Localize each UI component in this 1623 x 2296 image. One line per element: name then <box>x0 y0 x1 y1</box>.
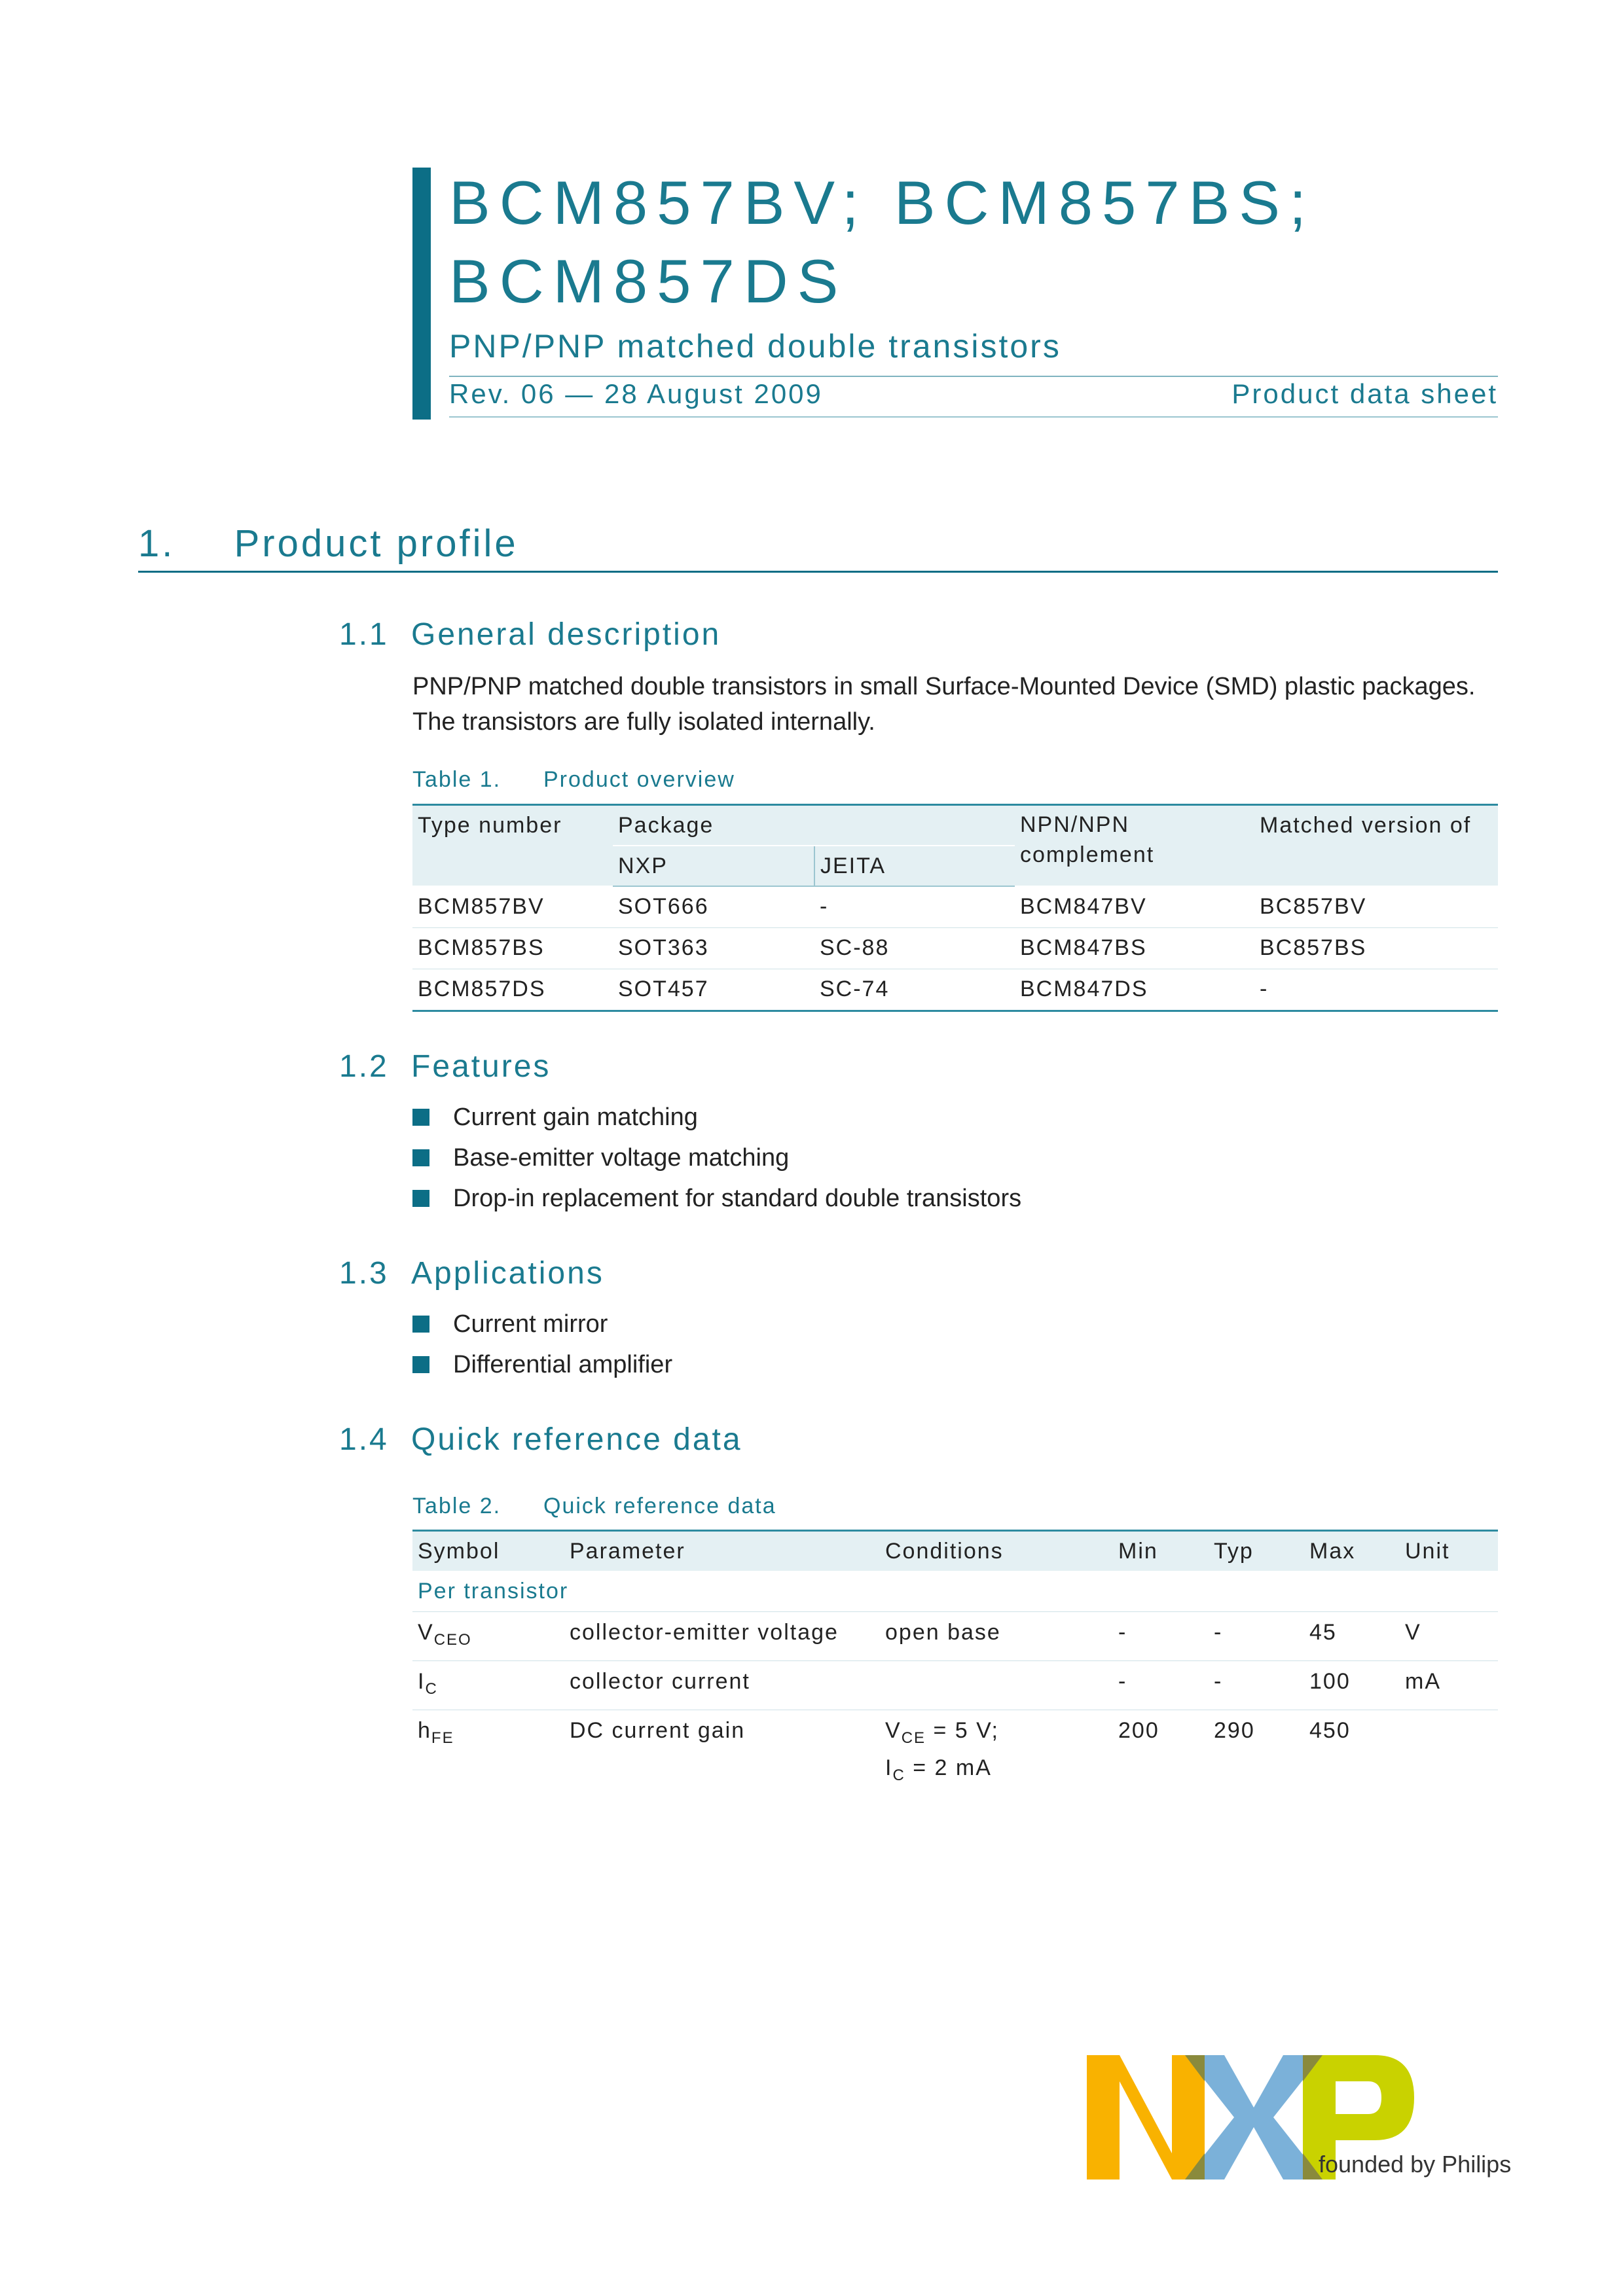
table-cell: SOT363 <box>613 928 814 969</box>
table1-caption <box>412 767 735 793</box>
header-divider-bottom <box>449 416 1498 418</box>
table-header-package: Package <box>613 805 1015 846</box>
section-rule <box>138 571 1498 573</box>
table-cell-symbol: $V_{CEO}$ <box>412 1612 564 1661</box>
product-overview-table <box>412 804 1498 1012</box>
table-cell: BCM857BS <box>412 928 613 969</box>
bullet-square-icon <box>412 1149 429 1166</box>
table2-number: Table 2. <box>412 1494 501 1518</box>
table-group-row <box>412 1571 1498 1612</box>
subsection-heading-quick-reference <box>339 1422 742 1458</box>
table-cell: 200 <box>1118 1717 1159 1743</box>
list-item: Differential amplifier <box>412 1344 672 1385</box>
table-cell-conditions <box>880 1660 1113 1710</box>
bullet-square-icon <box>412 1109 429 1126</box>
table-row <box>412 1612 1498 1661</box>
table-row <box>412 928 1498 969</box>
table-cell: SOT457 <box>618 977 709 1001</box>
table-header-matched-version: Matched version of <box>1254 805 1498 887</box>
document-title-line2: BCM857DS <box>449 247 848 315</box>
table-group-label: Per transistor <box>412 1571 1498 1612</box>
subsection-title: Features <box>411 1049 551 1084</box>
subsection-heading-features <box>339 1049 551 1085</box>
table-cell: BCM857DS <box>418 977 546 1001</box>
table-cell: 290 <box>1214 1717 1255 1743</box>
document-title-line1: BCM857BV; BCM857BS; <box>449 168 1316 237</box>
subsection-number: 1.2 <box>339 1049 389 1084</box>
subsection-number: 1.1 <box>339 617 389 652</box>
table-row <box>412 1710 1498 1796</box>
table-header-conditions: Conditions <box>880 1531 1113 1571</box>
applications-list <box>412 1304 672 1385</box>
table-cell: V <box>1400 1612 1498 1661</box>
table-cell-conditions: open base <box>880 1612 1113 1661</box>
table-cell: - <box>1260 977 1269 1001</box>
table-cell <box>1400 1710 1498 1796</box>
subsection-title: Applications <box>411 1256 604 1291</box>
subsection-number: 1.4 <box>339 1422 389 1457</box>
table-cell-conditions: $V_{CE} = 5$ V; $I_C = 2$ mA <box>885 1717 999 1785</box>
table2-caption <box>412 1494 776 1519</box>
nxp-logo-letter-n <box>1087 2055 1205 2179</box>
table-row <box>412 969 1498 1011</box>
subsection-heading-applications <box>339 1255 604 1291</box>
table-cell: SOT666 <box>613 886 814 928</box>
table-cell: BC857BV <box>1254 886 1498 928</box>
document-subtitle: PNP/PNP matched double transistors <box>449 328 1061 365</box>
table-cell: - <box>814 886 1015 928</box>
table-cell: 45 <box>1304 1612 1400 1661</box>
list-item: Drop-in replacement for standard double transistors <box>412 1178 1021 1219</box>
table-header-type-number: Type number <box>412 805 613 887</box>
table-cell: DC current gain <box>570 1717 746 1743</box>
quick-reference-table <box>412 1530 1498 1796</box>
table-cell: - <box>1113 1612 1209 1661</box>
document-type: Product data sheet <box>1231 378 1498 409</box>
table-cell: BCM847BS <box>1015 928 1254 969</box>
table-header-parameter: Parameter <box>564 1531 880 1571</box>
section-heading <box>138 522 519 565</box>
table1-number: Table 1. <box>412 767 501 792</box>
table-header-complement: NPN/NPN complement <box>1015 805 1254 887</box>
subsection-heading-general-description <box>339 617 721 653</box>
table1-title: Product overview <box>543 767 735 792</box>
bullet-square-icon <box>412 1356 429 1373</box>
bullet-square-icon <box>412 1190 429 1207</box>
table-cell: SC-88 <box>814 928 1015 969</box>
section-title: Product profile <box>234 522 519 565</box>
section-number: 1. <box>138 522 175 565</box>
table-header-max: Max <box>1304 1531 1400 1571</box>
table-cell: - <box>1113 1660 1209 1710</box>
table-header-jeita: JEITA <box>814 846 1015 886</box>
table-header-symbol: Symbol <box>412 1531 564 1571</box>
nxp-logo-letter-x <box>1185 2055 1322 2179</box>
subsection-number: 1.3 <box>339 1256 389 1291</box>
table-cell: BC857BS <box>1254 928 1498 969</box>
table-header-typ: Typ <box>1209 1531 1304 1571</box>
revision-date: Rev. 06 — 28 August 2009 <box>449 378 823 409</box>
list-item: Current gain matching <box>412 1097 1021 1138</box>
table-cell: BCM847DS <box>1020 977 1148 1001</box>
subsection-title: General description <box>411 617 721 652</box>
table-cell: 100 <box>1304 1660 1400 1710</box>
table-header-nxp: NXP <box>613 846 814 886</box>
header-divider <box>449 376 1498 377</box>
general-description-text: PNP/PNP matched double transistors in small Surface-Mounted Device (SMD) plastic packages. The transistors are fully isolated internally. <box>412 673 1476 736</box>
table-cell: BCM857BV <box>412 886 613 928</box>
features-list <box>412 1097 1021 1219</box>
subsection-title: Quick reference data <box>411 1422 742 1457</box>
table-cell: mA <box>1400 1660 1498 1710</box>
table-header-unit: Unit <box>1400 1531 1498 1571</box>
table-row <box>412 886 1498 928</box>
table-row <box>412 1660 1498 1710</box>
logo-tagline: founded by Philips <box>1319 2151 1512 2178</box>
table-cell: - <box>1209 1612 1304 1661</box>
table-cell-symbol: $h_{FE}$ <box>418 1717 454 1747</box>
table-cell: - <box>1209 1660 1304 1710</box>
table-cell: collector current <box>564 1660 880 1710</box>
table-header-min: Min <box>1113 1531 1209 1571</box>
list-item: Current mirror <box>412 1304 672 1344</box>
table-cell: collector-emitter voltage <box>564 1612 880 1661</box>
list-item: Base-emitter voltage matching <box>412 1138 1021 1178</box>
table2-title: Quick reference data <box>543 1494 776 1518</box>
table-cell: SC-74 <box>820 977 890 1001</box>
table-cell: 450 <box>1309 1717 1351 1743</box>
header-accent-bar <box>412 168 431 420</box>
table-cell: BCM847BV <box>1015 886 1254 928</box>
bullet-square-icon <box>412 1316 429 1333</box>
table-cell-symbol: $I_C$ <box>412 1660 564 1710</box>
